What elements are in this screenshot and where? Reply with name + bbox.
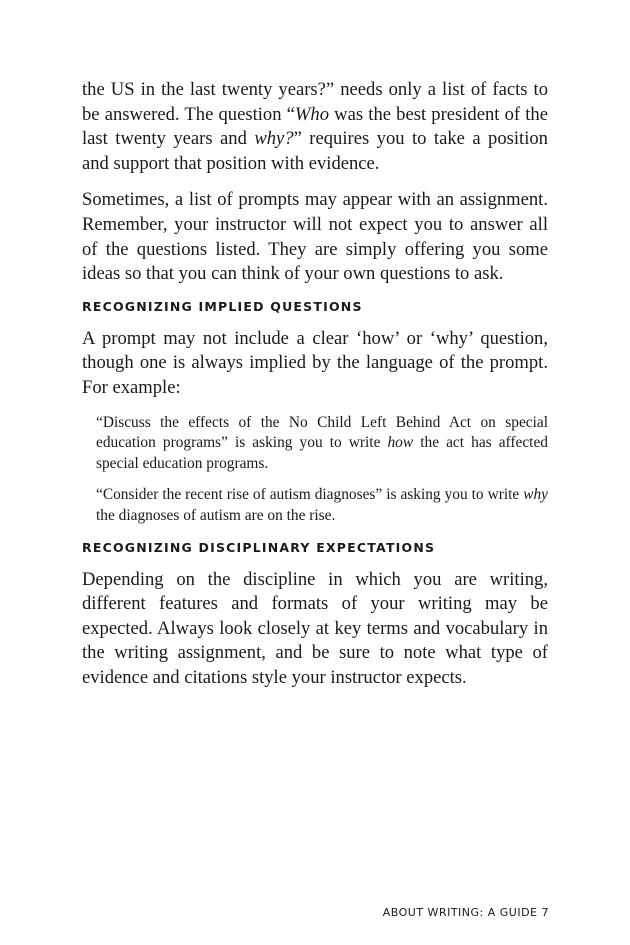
italic-run: Who (294, 103, 330, 125)
section-heading-implied-questions: RECOGNIZING IMPLIED QUESTIONS (82, 298, 363, 314)
page-content (82, 78, 548, 690)
text-run: the US in the last twenty years?” needs only a list of facts to be answered. The question “ (82, 79, 548, 125)
text-run: ” requires you to take a position and support that position with evidence. (82, 128, 548, 174)
text-run: the diagnoses of autism are on the rise. (96, 506, 336, 524)
italic-run: how (387, 434, 414, 452)
text-run: “Discuss the effects of the No Child Left Behind Act on special education programs” is asking you to write (96, 413, 548, 452)
text-run: “Consider the recent rise of autism diagnoses” is asking you to write (96, 486, 524, 504)
example-discuss (96, 413, 548, 475)
paragraph-list-of-prompts: Sometimes, a list of prompts may appear with an assignment. Remember, your instructor will not expect you to answer all of the questions listed. They are simply offering you some ideas so that you can think of your own questions to ask. (82, 189, 548, 285)
section-heading-disciplinary-expectations: RECOGNIZING DISCIPLINARY EXPECTATIONS (82, 539, 436, 555)
example-consider (96, 485, 548, 526)
paragraph-disciplinary-expectations: Depending on the discipline in which you are writing, different features and formats of your writing may be expected. Always look closely at key terms and vocabulary in the writing assignment, and be sure to note what type of evidence and citations style your instructor expects. (82, 568, 548, 688)
italic-run: why (523, 486, 548, 504)
paragraph-implied-questions: A prompt may not include a clear ‘how’ or ‘why’ question, though one is always implied by the language of the prompt. For example: (82, 327, 548, 398)
running-footer: ABOUT WRITING: A GUIDE 7 (382, 906, 549, 919)
italic-run: why? (254, 128, 294, 150)
text-run: the act has affected special education programs. (96, 434, 548, 472)
paragraph-president-question (82, 78, 548, 176)
text-run: was the best president of the last twenty years and (82, 103, 548, 150)
